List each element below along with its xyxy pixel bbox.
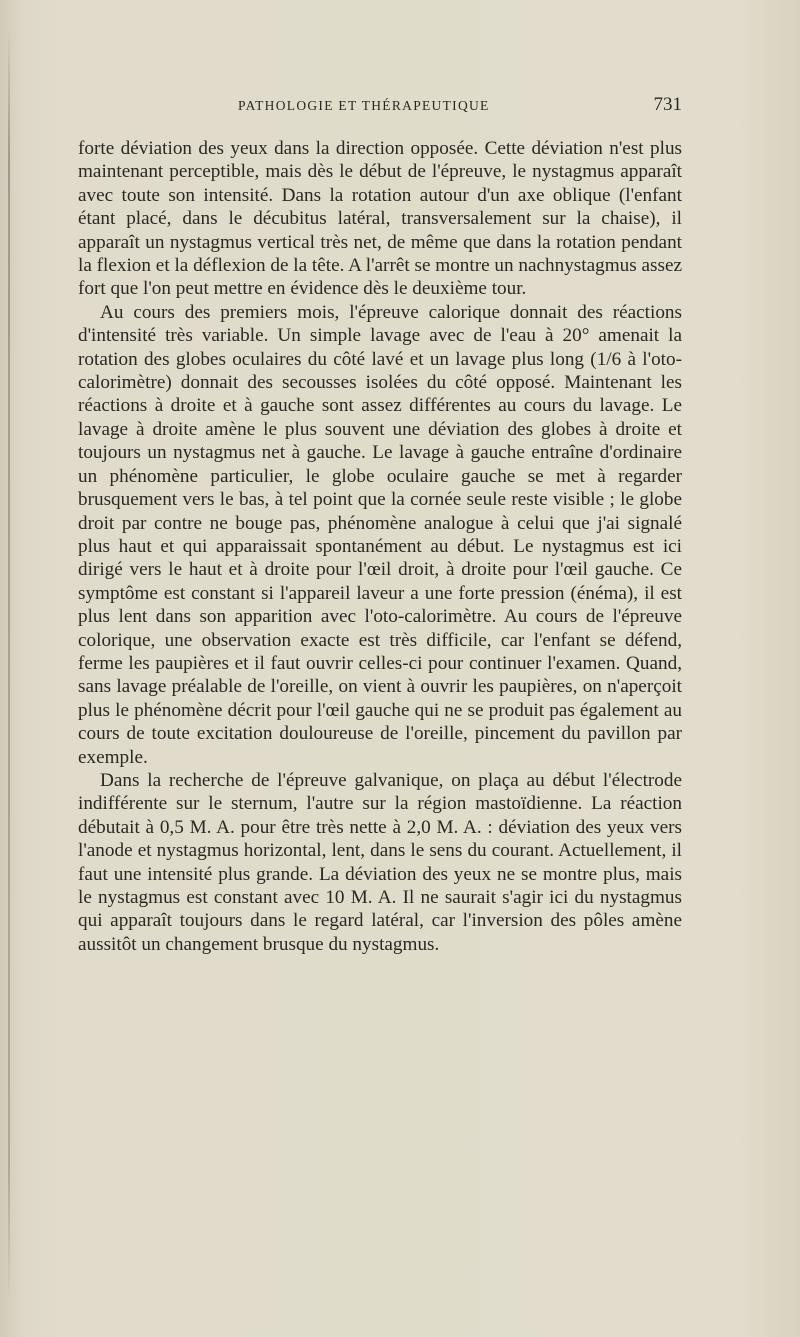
page-binding-shadow: [8, 30, 10, 1300]
body-text: [78, 137, 682, 956]
paragraph-caloric-test: Au cours des premiers mois, l'épreuve calorique donnait des réactions d'intensité très variable. Un simple lavage avec de l'eau à 20° amenait la rotation des globes oculaires du côté lavé et un lavage plus long (1/6 à l'oto-calorimètre) donnait des secousses isolées du côté opposé. Maintenant les réactions à droite et à gauche sont assez différentes au cours du lavage. Le lavage à droite amène le plus souvent une déviation des globes à droite et toujours un nystagmus net à gauche. Le lavage à gauche entraîne d'ordinaire un phénomène particulier, le globe oculaire gauche se met à regarder brusquement vers le bas, à tel point que la cornée seule reste visible ; le globe droit par contre ne bouge pas, phénomène analogue à celui que j'ai signalé plus haut et qui apparaissait spontanément au début. Le nystagmus est ici dirigé vers le haut et à droite pour l'œil droit, à droite pour l'œil gauche. Ce symptôme est constant si l'appareil laveur a une forte pression (énéma), il est plus lent dans son apparition avec l'oto-calorimètre. Au cours de l'épreuve colorique, une observation exacte est très difficile, car l'enfant se défend, ferme les paupières et il faut ouvrir celles-ci pour continuer l'examen. Quand, sans lavage préalable de l'oreille, on vient à ouvrir les paupières, on n'aperçoit plus le phénomène décrit pour l'œil gauche qui ne se produit pas également au cours de toute excitation douloureuse de l'oreille, pincement du pavillon par exemple.: [78, 301, 682, 768]
running-title: PATHOLOGIE ET THÉRAPEUTIQUE: [238, 98, 490, 113]
paragraph-continued: forte déviation des yeux dans la direction opposée. Cette déviation n'est plus maintenant perceptible, mais dès le début de l'épreuve, le nystagmus apparaît avec toute son intensité. Dans la rotation autour d'un axe oblique (l'enfant étant placé, dans le décubitus latéral, transversalement sur la chaise), il apparaît un nystagmus vertical très net, de même que dans la rotation pendant la flexion et la déflexion de la tête. A l'arrêt se montre un nachnystagmus assez fort que l'on peut mettre en évidence dès le deuxième tour.: [78, 138, 682, 300]
running-head: [78, 92, 682, 120]
page-number: 731: [653, 94, 682, 115]
paragraph-galvanic-test: Dans la recherche de l'épreuve galvanique, on plaça au début l'électrode indifférente sur le sternum, l'autre sur la région mastoïdienne. La réaction débutait à 0,5 M. A. pour être très nette à 2,0 M. A. : déviation des yeux vers l'anode et nystagmus horizontal, lent, dans le sens du courant. Actuellement, il faut une intensité plus grande. La déviation des yeux ne se montre plus, mais le nystagmus est constant avec 10 M. A. Il ne saurait s'agir ici du nystagmus qui apparaît toujours dans le regard latéral, car l'inversion des pôles amène aussitôt un changement brusque du nystagmus.: [78, 769, 682, 955]
